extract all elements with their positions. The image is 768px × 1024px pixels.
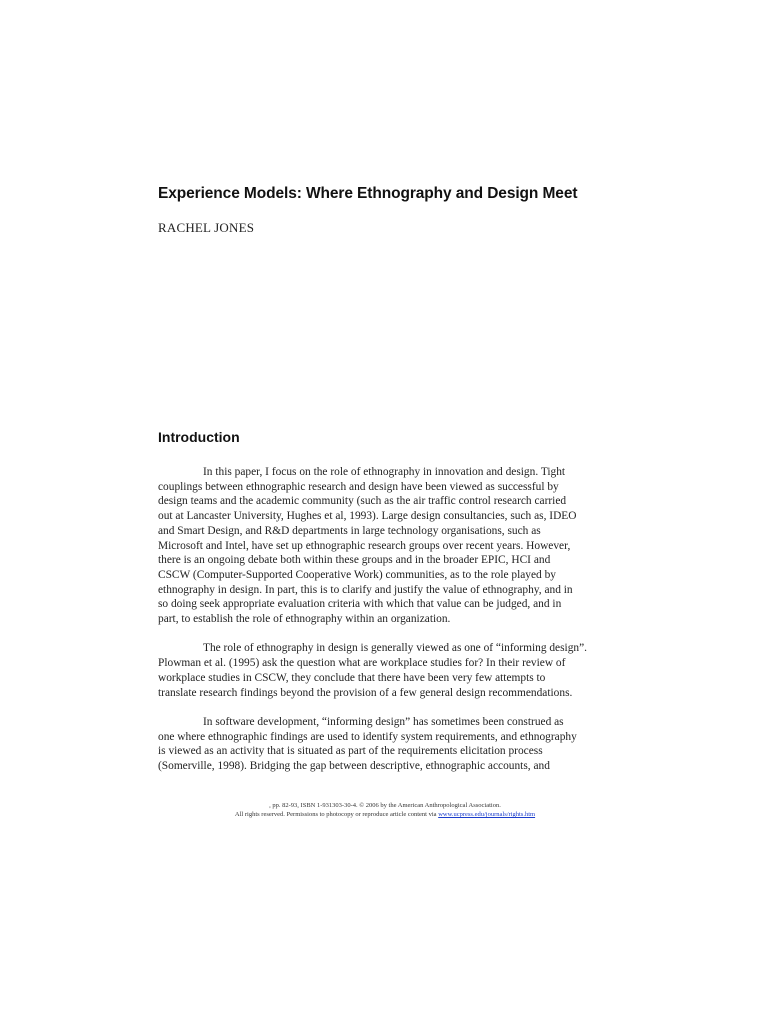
text-line: (Somerville, 1998). Bridging the gap between descriptive, ethnographic accounts, and (158, 760, 550, 773)
text-line: there is an ongoing debate both within these groups and in the broader EPIC, HCI and (158, 554, 551, 567)
rights-link[interactable]: www.ucpress.edu/journals/rights.htm (438, 811, 536, 818)
text-line: In software development, “informing design” has sometimes been construed as (203, 715, 564, 728)
footer-line-2 (150, 810, 620, 819)
text-line: one where ethnographic findings are used to identify system requirements, and ethnography (158, 730, 577, 743)
text-line: out at Lancaster University, Hughes et al, 1993). Large design consultancies, such as, IDEO (158, 510, 577, 523)
text-line: Plowman et al. (1995) ask the question what are workplace studies for? In their review of (158, 657, 566, 670)
text-line: couplings between ethnographic research and design have been viewed as successful by (158, 480, 559, 493)
text-line: workplace studies in CSCW, they conclude that there have been very few attempts to (158, 671, 546, 684)
text-line: part, to establish the role of ethnography within an organization. (158, 613, 451, 626)
body-text (158, 465, 613, 774)
paragraph-2 (158, 641, 613, 700)
text-line: In this paper, I focus on the role of ethnography in innovation and design. Tight (203, 466, 566, 478)
text-line: and Smart Design, and R&D departments in large technology organisations, such as (158, 524, 541, 537)
text-line: is viewed as an activity that is situated as part of the requirements elicitation process (158, 745, 543, 758)
text-line: CSCW (Computer-Supported Cooperative Work) communities, as to the role played by (158, 568, 556, 581)
paragraph-1 (158, 465, 613, 627)
text-line: Microsoft and Intel, have set up ethnographic research groups over recent years. However, (158, 539, 571, 552)
text-line: ethnography in design. In part, this is to clarify and justify the value of ethnography, and in (158, 583, 573, 596)
author-name: RACHEL JONES (158, 220, 255, 235)
copyright-footer (150, 801, 620, 819)
paragraph-3 (158, 715, 613, 774)
paper-title: Experience Models: Where Ethnography and Design Meet (158, 185, 578, 202)
text-line: The role of ethnography in design is generally viewed as one of “informing design”. (203, 642, 588, 655)
text-line: so doing seek appropriate evaluation criteria with which that value can be judged, and in (158, 598, 562, 611)
footer-line-1: , pp. 82-93, ISBN 1-931303-30-4. © 2006 by the American Anthropological Association. (269, 802, 501, 809)
text-line: translate research findings beyond the provision of a few general design recommendations. (158, 686, 573, 699)
section-heading: Introduction (158, 429, 240, 445)
footer-permissions-text: All rights reserved. Permissions to photocopy or reproduce article content via (234, 811, 439, 818)
text-line: design teams and the academic community (such as the air traffic control research carried (158, 495, 567, 508)
